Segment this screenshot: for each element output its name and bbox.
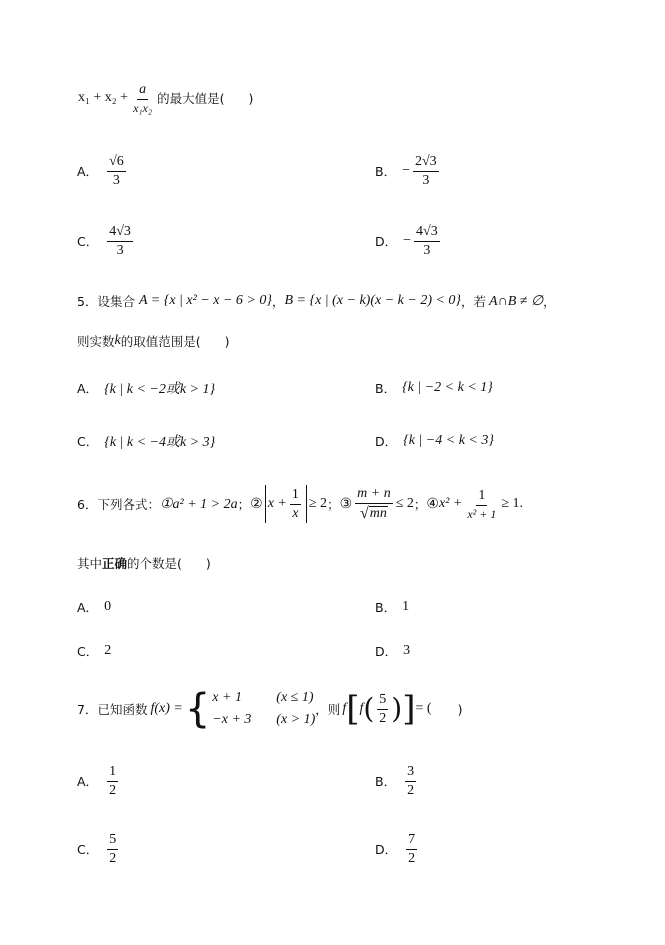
option-fraction [405, 765, 416, 798]
option-value: 1 [402, 599, 410, 614]
abs-bar-right [306, 485, 307, 523]
option-num: 4√3 [107, 225, 133, 242]
option-num: 7 [406, 833, 417, 850]
q7-option-c[interactable] [77, 828, 121, 870]
case-row-2 [212, 709, 315, 731]
q4-option-d[interactable] [375, 220, 443, 262]
q6-line2-bold: 正确 [102, 556, 128, 571]
q4-paren-close: ) [248, 90, 254, 106]
option-num: √6 [107, 155, 126, 172]
frac-den: x [292, 505, 299, 521]
frac-num: 1 [290, 488, 301, 505]
q6-line2-a: 其中 [77, 556, 103, 571]
case-cond: (x ≤ 1) [276, 690, 314, 706]
option-sign: − [403, 233, 412, 248]
option-value: {k | −4 < k < 3} [403, 433, 494, 448]
q5-condition: A∩B ≠ ∅ [489, 293, 544, 309]
q5-option-b[interactable] [375, 377, 493, 399]
q6-item2-a: x + [267, 496, 287, 511]
q5-line2: 则实数 [77, 334, 115, 349]
option-num: 3 [405, 765, 416, 782]
piecewise-brace: { [184, 686, 211, 732]
q5-option-c[interactable] [77, 430, 215, 452]
frac-num: 1 [476, 489, 487, 506]
q6-paren-close: ) [205, 555, 211, 571]
q6-number: 6． [77, 497, 98, 512]
option-label: A． [77, 381, 99, 396]
option-label: D． [375, 234, 398, 249]
q5-option-d[interactable] [375, 430, 494, 452]
q6-item4-a: x² + [438, 496, 463, 511]
option-fraction [406, 833, 417, 866]
option-fraction [414, 225, 440, 258]
q6-stem [77, 480, 523, 528]
q5-number: 5． [77, 294, 98, 309]
q5-paren-close: ) [224, 333, 230, 349]
q6-option-a[interactable] [77, 596, 111, 618]
q5-text3: ， [543, 294, 556, 309]
sqrt-radicand: mn [369, 505, 387, 521]
q4-text: 的最大值是( [157, 91, 225, 106]
piecewise-cases [212, 687, 315, 730]
q5-line2-tail: 的取值范围是( [120, 334, 201, 349]
frac-num: m + n [355, 487, 393, 504]
option-label: B． [375, 774, 397, 789]
q4-option-c[interactable] [77, 220, 136, 262]
option-den: 3 [422, 172, 430, 188]
q6-item4-tail: ≥ 1. [501, 496, 524, 511]
q6-line2-b: 的个数是( [127, 556, 182, 571]
option-value: 0 [104, 599, 112, 614]
q5-text1: 设集合 [97, 294, 135, 309]
q6-item2-tail: ≥ 2 [308, 496, 328, 511]
abs-bar-left [265, 485, 266, 523]
option-num: 1 [107, 765, 118, 782]
q6-sep: ； [237, 497, 251, 512]
q4-frac-den: x₁x₂ [133, 100, 153, 115]
option-value: {k | k < −2或k > 1} [104, 382, 216, 397]
option-num: 5 [107, 833, 118, 850]
case-expr: −x + 3 [212, 712, 252, 727]
option-label: C． [77, 842, 99, 857]
option-label: A． [77, 774, 99, 789]
q5-var: k [114, 333, 121, 348]
q6-item3-fraction [355, 487, 393, 522]
q7-text2: ，则 [315, 702, 341, 717]
q4-expr-prefix: x₁ + x₂ + [78, 90, 129, 105]
option-value: 3 [403, 643, 411, 658]
q7-option-d[interactable] [375, 828, 420, 870]
option-fraction [107, 155, 126, 188]
q5-set-b: B = {x | (x − k)(x − k − 2) < 0} [284, 293, 462, 308]
q7-outer-f: f [342, 701, 347, 716]
q7-fx: f(x) = [150, 701, 183, 716]
q6-item2-mark: ② [250, 496, 263, 512]
option-den: 3 [423, 242, 431, 258]
option-label: C． [77, 234, 99, 249]
q4-stem-tail [78, 78, 253, 118]
option-value: {k | −2 < k < 1} [402, 380, 493, 395]
q6-item4-mark: ④ [426, 496, 439, 512]
option-den: 2 [109, 850, 117, 866]
q4-fraction [131, 83, 154, 114]
q7-number: 7． [77, 702, 98, 717]
left-bracket: [ [346, 689, 360, 729]
option-value: 2 [104, 643, 112, 658]
frac-den: x² + 1 [467, 506, 497, 521]
q4-option-a[interactable] [77, 150, 129, 192]
q6-item1: ①a² + 1 > 2a [159, 496, 238, 512]
q4-frac-num: a [137, 83, 148, 100]
case-expr: x + 1 [212, 690, 242, 706]
case-cond: (x > 1) [276, 712, 316, 727]
q6-sep: ； [327, 497, 340, 512]
frac-den-sqrt: √ mn [359, 504, 387, 522]
right-paren: ) [391, 692, 403, 725]
q5-stem [77, 288, 556, 314]
q5-comma: ， [271, 294, 285, 309]
option-den: 2 [408, 850, 416, 866]
option-den: 3 [112, 172, 120, 188]
q7-inner-f: f [359, 701, 364, 716]
option-label: B． [375, 600, 397, 615]
q6-option-b[interactable] [375, 596, 409, 618]
option-sign: − [402, 163, 410, 178]
q4-option-b[interactable] [375, 150, 442, 192]
option-den: 2 [109, 782, 117, 798]
q5-option-a[interactable] [77, 377, 215, 399]
q6-item2-fraction [290, 488, 301, 521]
frac-den: 2 [379, 710, 387, 726]
option-fraction [107, 225, 133, 258]
option-label: A． [77, 600, 99, 615]
q6-item3-mark: ③ [339, 496, 353, 512]
q6-item3-tail: ≤ 2 [395, 496, 414, 511]
q6-option-d[interactable] [375, 640, 410, 662]
q7-text1: 已知函数 [97, 702, 148, 717]
option-den: 2 [407, 782, 415, 798]
option-fraction [107, 833, 118, 866]
q6-option-c[interactable] [77, 640, 111, 662]
q6-text1: 下列各式： [97, 497, 160, 512]
option-label: C． [77, 644, 99, 659]
q7-paren-close: ) [457, 701, 463, 717]
q7-option-b[interactable] [375, 760, 419, 802]
q7-option-a[interactable] [77, 760, 121, 802]
option-fraction [107, 765, 118, 798]
option-label: A． [77, 164, 99, 179]
right-bracket: ] [402, 689, 416, 729]
option-value: {k | k < −4或k > 3} [104, 435, 216, 450]
option-den: 3 [116, 242, 124, 258]
q7-inner-fraction [377, 693, 388, 726]
option-label: B． [375, 381, 397, 396]
q5-text2: ，若 [461, 294, 487, 309]
q6-stem-line2 [77, 552, 211, 574]
q7-stem [77, 684, 462, 734]
q5-set-a: A = {x | x² − x − 6 > 0} [138, 293, 272, 308]
left-paren: ( [363, 692, 375, 725]
option-num: 2√3 [413, 155, 439, 172]
option-label: C． [77, 434, 99, 449]
q5-stem-line2 [77, 330, 230, 352]
option-num: 4√3 [414, 225, 440, 242]
case-row-1 [212, 687, 315, 709]
q7-eq: = ( [415, 701, 432, 716]
option-label: D． [375, 842, 398, 857]
option-label: D． [375, 644, 398, 659]
frac-num: 5 [377, 693, 388, 710]
option-label: D． [375, 434, 398, 449]
option-label: B． [375, 164, 397, 179]
q6-sep: ； [413, 497, 427, 512]
option-fraction [413, 155, 439, 188]
q6-item4-fraction [465, 489, 498, 520]
